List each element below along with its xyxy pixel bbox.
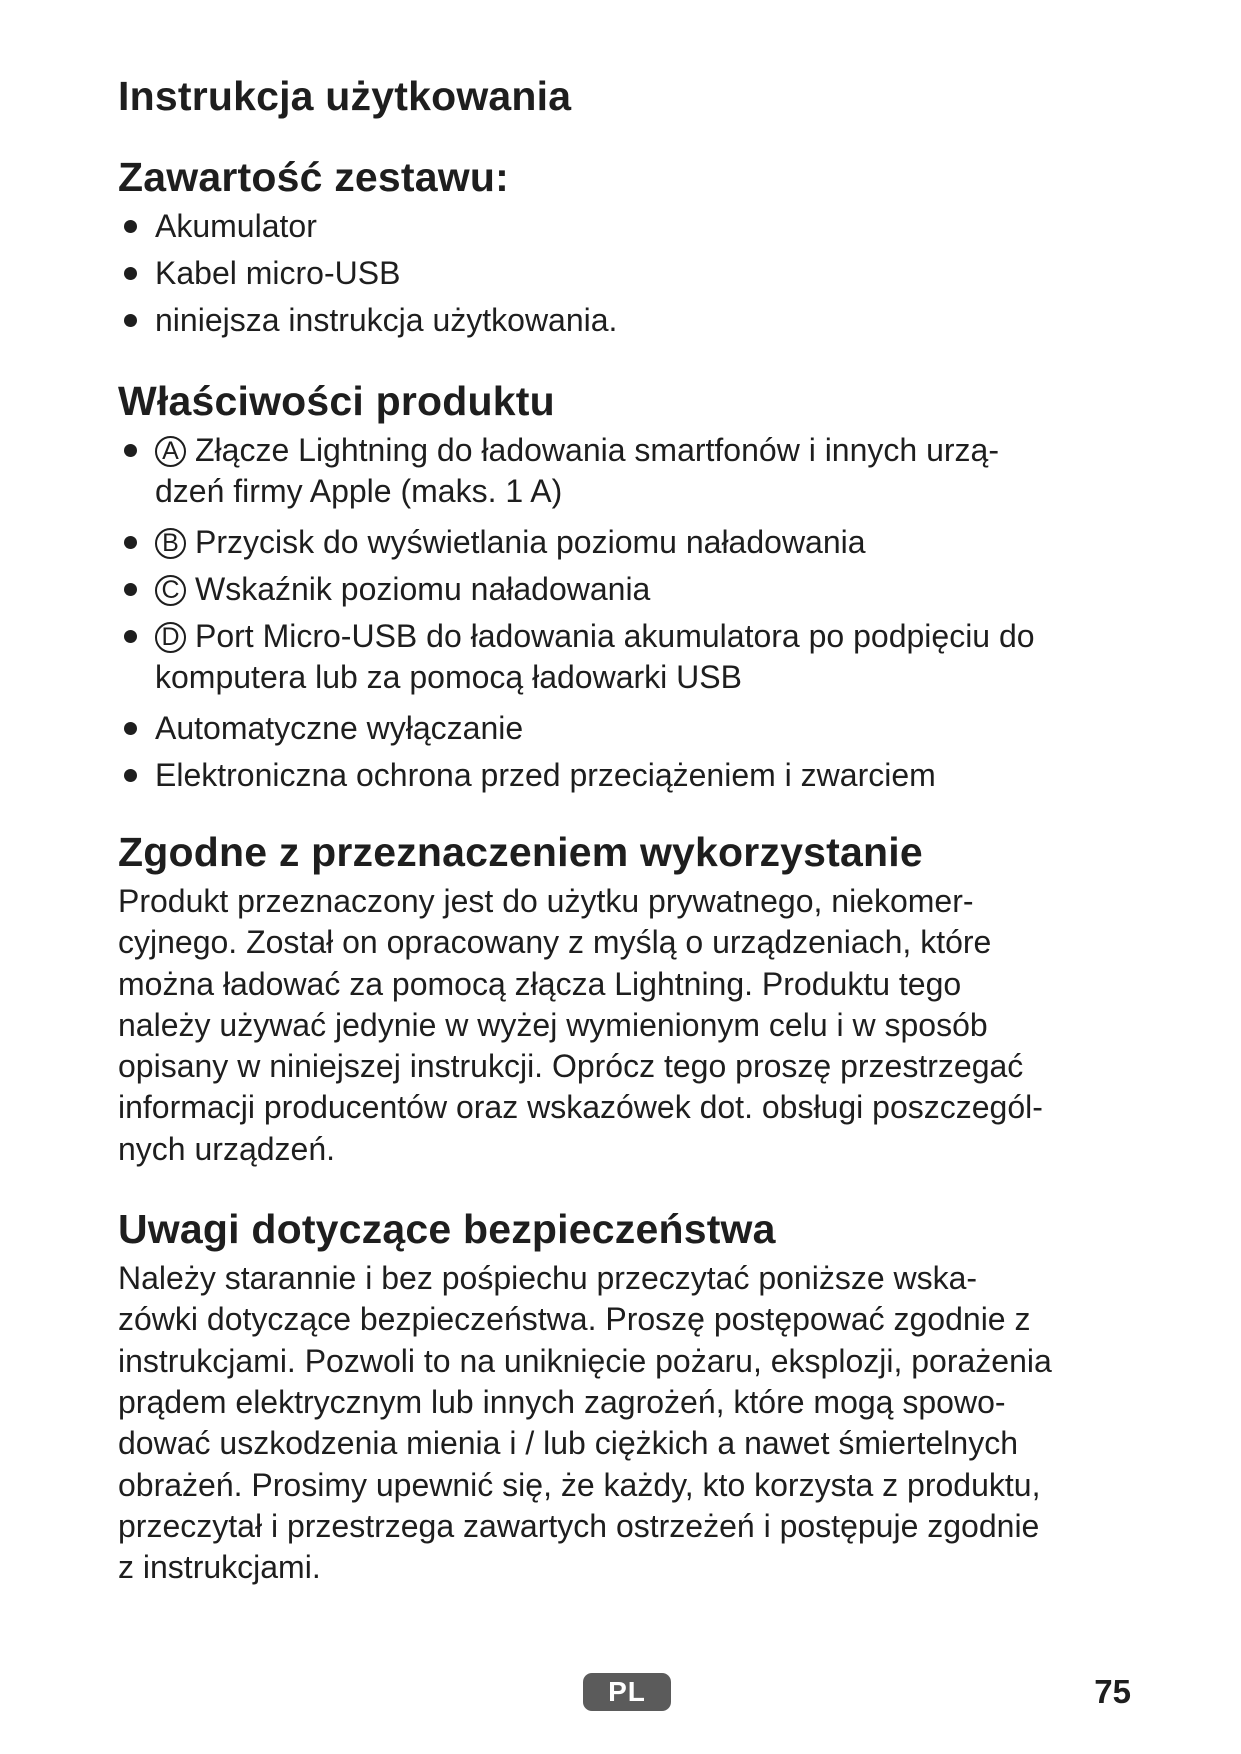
features-list xyxy=(118,430,1118,796)
paragraph-line: dować uszkodzenia mienia i / lub ciężkich a nawet śmiertelnych xyxy=(118,1425,1018,1462)
safety-paragraph xyxy=(118,1258,1118,1588)
paragraph-line: informacji producentów oraz wskazówek dot. obsługi poszczegól- xyxy=(118,1089,1043,1126)
list-item xyxy=(118,206,1118,247)
bullet-icon xyxy=(124,220,137,233)
bullet-icon xyxy=(124,536,137,549)
list-item-text: Wskaźnik poziomu naładowania xyxy=(195,571,651,607)
paragraph-line: Należy starannie i bez pośpiechu przeczytać poniższe wska- xyxy=(118,1260,978,1297)
bullet-icon xyxy=(124,722,137,735)
list-item-text-continued: komputera lub za pomocą ładowarki USB xyxy=(155,659,742,695)
list-item-text: niniejsza instrukcja użytkowania. xyxy=(155,302,618,338)
list-item xyxy=(118,522,1118,563)
list-item-text: Przycisk do wyświetlania poziomu naładowania xyxy=(195,524,866,560)
bullet-icon xyxy=(124,267,137,280)
paragraph-line: prądem elektrycznym lub innych zagrożeń, które mogą spowo- xyxy=(118,1383,1006,1420)
circled-letter-d-icon: D xyxy=(155,622,186,653)
paragraph-line: opisany w niniejszej instrukcji. Oprócz tego proszę przestrzegać xyxy=(118,1048,1024,1085)
circled-letter-b-icon: B xyxy=(155,528,186,559)
list-item xyxy=(118,253,1118,294)
circled-letter-c-icon: C xyxy=(155,575,186,606)
list-item xyxy=(118,755,1118,796)
list-item xyxy=(118,300,1118,341)
paragraph-line: zówki dotyczące bezpieczeństwa. Proszę postępować zgodnie z xyxy=(118,1301,1031,1338)
paragraph-line: przeczytał i przestrzega zawartych ostrzeżeń i postępuje zgodnie xyxy=(118,1507,1040,1544)
list-item-text-continued: dzeń firmy Apple (maks. 1 A) xyxy=(155,473,563,509)
paragraph-line: obrażeń. Prosimy upewnić się, że każdy, kto korzysta z produktu, xyxy=(118,1466,1041,1503)
bullet-icon xyxy=(124,769,137,782)
paragraph-line: nych urządzeń. xyxy=(118,1130,336,1167)
bullet-icon xyxy=(124,583,137,596)
list-item-text: Elektroniczna ochrona przed przeciążeniem i zwarciem xyxy=(155,757,936,793)
bullet-icon xyxy=(124,444,137,457)
circled-letter-a-icon: A xyxy=(155,436,186,467)
page-title: Instrukcja użytkowania xyxy=(118,73,572,119)
paragraph-line: można ładować za pomocą złącza Lightning. Produktu tego xyxy=(118,965,962,1002)
features-heading: Właściwości produktu xyxy=(118,378,555,424)
contents-heading: Zawartość zestawu: xyxy=(118,154,509,200)
language-badge: PL xyxy=(583,1673,671,1711)
paragraph-line: instrukcjami. Pozwoli to na uniknięcie pożaru, eksplozji, porażenia xyxy=(118,1342,1052,1379)
intended-use-paragraph xyxy=(118,881,1118,1170)
list-item-text: Akumulator xyxy=(155,208,317,244)
paragraph-line: należy używać jedynie w wyżej wymienionym celu i w sposób xyxy=(118,1006,988,1043)
intended-use-heading: Zgodne z przeznaczeniem wykorzystanie xyxy=(118,829,923,875)
paragraph-line: z instrukcjami. xyxy=(118,1549,321,1586)
list-item-text: Złącze Lightning do ładowania smartfonów i innych urzą- xyxy=(195,432,999,468)
paragraph-line: Produkt przeznaczony jest do użytku prywatnego, niekomer- xyxy=(118,883,974,919)
safety-heading: Uwagi dotyczące bezpieczeństwa xyxy=(118,1206,776,1253)
list-item xyxy=(118,616,1118,702)
list-item xyxy=(118,708,1118,749)
page-number: 75 xyxy=(1094,1673,1131,1710)
list-item-text: Kabel micro-USB xyxy=(155,255,401,291)
list-item xyxy=(118,569,1118,610)
page-content xyxy=(118,66,1118,1588)
list-item-text: Port Micro-USB do ładowania akumulatora po podpięciu do xyxy=(195,618,1035,654)
list-item-text: Automatyczne wyłączanie xyxy=(155,710,524,746)
contents-list xyxy=(118,206,1118,341)
bullet-icon xyxy=(124,314,137,327)
list-item xyxy=(118,430,1118,516)
bullet-icon xyxy=(124,630,137,643)
paragraph-line: cyjnego. Został on opracowany z myślą o urządzeniach, które xyxy=(118,924,992,961)
